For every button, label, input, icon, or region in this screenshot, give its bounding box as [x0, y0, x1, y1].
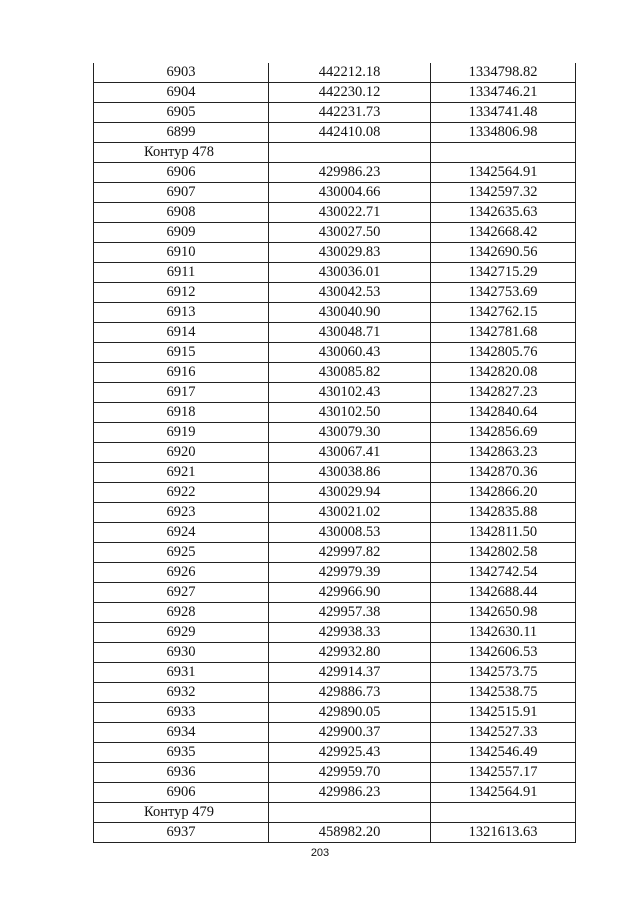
table-row: [94, 103, 576, 123]
point-id-cell: 6929: [94, 623, 269, 643]
point-id-cell: 6904: [94, 83, 269, 103]
y-coordinate-cell: 1342715.29: [431, 263, 576, 283]
x-coordinate-cell: 442231.73: [269, 103, 431, 123]
x-coordinate-cell: 430021.02: [269, 503, 431, 523]
x-coordinate-cell: 430004.66: [269, 183, 431, 203]
page-number: 203: [310, 847, 330, 859]
table-row: [94, 303, 576, 323]
y-coordinate-cell: 1342564.91: [431, 163, 576, 183]
y-coordinate-cell: 1342820.08: [431, 363, 576, 383]
table-row: [94, 223, 576, 243]
x-coordinate-cell: 430040.90: [269, 303, 431, 323]
coordinates-table: [93, 63, 576, 843]
y-coordinate-cell: 1342527.33: [431, 723, 576, 743]
coordinates-table-body: [94, 63, 576, 843]
point-id-cell: 6927: [94, 583, 269, 603]
y-coordinate-cell: 1342742.54: [431, 563, 576, 583]
y-coordinate-cell: 1342805.76: [431, 343, 576, 363]
y-coordinate-cell: 1342835.88: [431, 503, 576, 523]
point-id-cell: 6931: [94, 663, 269, 683]
y-coordinate-cell: 1334746.21: [431, 83, 576, 103]
x-coordinate-cell: 429925.43: [269, 743, 431, 763]
x-coordinate-cell: 429986.23: [269, 163, 431, 183]
y-coordinate-cell: 1342688.44: [431, 583, 576, 603]
point-id-cell: 6910: [94, 243, 269, 263]
table-row: [94, 623, 576, 643]
empty-cell: [431, 803, 576, 823]
table-row: [94, 163, 576, 183]
x-coordinate-cell: 429966.90: [269, 583, 431, 603]
y-coordinate-cell: 1342573.75: [431, 663, 576, 683]
table-row: [94, 463, 576, 483]
point-id-cell: 6912: [94, 283, 269, 303]
table-row: [94, 503, 576, 523]
y-coordinate-cell: 1342606.53: [431, 643, 576, 663]
point-id-cell: 6907: [94, 183, 269, 203]
point-id-cell: 6913: [94, 303, 269, 323]
point-id-cell: 6915: [94, 343, 269, 363]
table-row: [94, 723, 576, 743]
y-coordinate-cell: 1342811.50: [431, 523, 576, 543]
table-row: [94, 663, 576, 683]
table-row: [94, 383, 576, 403]
table-row: [94, 563, 576, 583]
point-id-cell: 6925: [94, 543, 269, 563]
table-row: [94, 683, 576, 703]
y-coordinate-cell: 1342866.20: [431, 483, 576, 503]
point-id-cell: 6906: [94, 783, 269, 803]
y-coordinate-cell: 1342802.58: [431, 543, 576, 563]
y-coordinate-cell: 1342870.36: [431, 463, 576, 483]
x-coordinate-cell: 430029.83: [269, 243, 431, 263]
x-coordinate-cell: 430102.50: [269, 403, 431, 423]
point-id-cell: 6916: [94, 363, 269, 383]
point-id-cell: 6924: [94, 523, 269, 543]
table-row: [94, 83, 576, 103]
point-id-cell: 6905: [94, 103, 269, 123]
point-id-cell: 6909: [94, 223, 269, 243]
x-coordinate-cell: 429900.37: [269, 723, 431, 743]
x-coordinate-cell: 429932.80: [269, 643, 431, 663]
point-id-cell: 6926: [94, 563, 269, 583]
y-coordinate-cell: 1321613.63: [431, 823, 576, 843]
point-id-cell: 6918: [94, 403, 269, 423]
table-row: [94, 603, 576, 623]
x-coordinate-cell: 430102.43: [269, 383, 431, 403]
x-coordinate-cell: 430036.01: [269, 263, 431, 283]
x-coordinate-cell: 429914.37: [269, 663, 431, 683]
y-coordinate-cell: 1334806.98: [431, 123, 576, 143]
x-coordinate-cell: 429957.38: [269, 603, 431, 623]
point-id-cell: 6920: [94, 443, 269, 463]
point-id-cell: 6911: [94, 263, 269, 283]
x-coordinate-cell: 458982.20: [269, 823, 431, 843]
y-coordinate-cell: 1342515.91: [431, 703, 576, 723]
point-id-cell: 6937: [94, 823, 269, 843]
x-coordinate-cell: 429986.23: [269, 783, 431, 803]
point-id-cell: 6917: [94, 383, 269, 403]
point-id-cell: 6932: [94, 683, 269, 703]
y-coordinate-cell: 1342840.64: [431, 403, 576, 423]
table-row: [94, 443, 576, 463]
x-coordinate-cell: 430022.71: [269, 203, 431, 223]
x-coordinate-cell: 429959.70: [269, 763, 431, 783]
table-row: [94, 323, 576, 343]
x-coordinate-cell: 429886.73: [269, 683, 431, 703]
y-coordinate-cell: 1334798.82: [431, 63, 576, 83]
table-row: [94, 423, 576, 443]
table-row: [94, 483, 576, 503]
table-row: [94, 403, 576, 423]
table-row: [94, 283, 576, 303]
point-id-cell: 6934: [94, 723, 269, 743]
point-id-cell: 6930: [94, 643, 269, 663]
x-coordinate-cell: 430029.94: [269, 483, 431, 503]
y-coordinate-cell: 1342538.75: [431, 683, 576, 703]
point-id-cell: 6919: [94, 423, 269, 443]
y-coordinate-cell: 1342690.56: [431, 243, 576, 263]
table-row: [94, 643, 576, 663]
table-row: [94, 543, 576, 563]
x-coordinate-cell: 429997.82: [269, 543, 431, 563]
x-coordinate-cell: 442212.18: [269, 63, 431, 83]
y-coordinate-cell: 1342753.69: [431, 283, 576, 303]
table-row: [94, 123, 576, 143]
x-coordinate-cell: 430085.82: [269, 363, 431, 383]
x-coordinate-cell: 430027.50: [269, 223, 431, 243]
table-row: [94, 363, 576, 383]
table-row: [94, 523, 576, 543]
y-coordinate-cell: 1342762.15: [431, 303, 576, 323]
x-coordinate-cell: 442410.08: [269, 123, 431, 143]
empty-cell: [269, 143, 431, 163]
point-id-cell: 6921: [94, 463, 269, 483]
point-id-cell: 6922: [94, 483, 269, 503]
y-coordinate-cell: 1342668.42: [431, 223, 576, 243]
point-id-cell: 6923: [94, 503, 269, 523]
y-coordinate-cell: 1334741.48: [431, 103, 576, 123]
section-label: Контур 478: [94, 143, 269, 163]
table-row: [94, 743, 576, 763]
table-row: [94, 763, 576, 783]
x-coordinate-cell: 430060.43: [269, 343, 431, 363]
table-row: [94, 823, 576, 843]
x-coordinate-cell: 430042.53: [269, 283, 431, 303]
x-coordinate-cell: 442230.12: [269, 83, 431, 103]
table-row: [94, 63, 576, 83]
point-id-cell: 6936: [94, 763, 269, 783]
y-coordinate-cell: 1342650.98: [431, 603, 576, 623]
section-label: Контур 479: [94, 803, 269, 823]
y-coordinate-cell: 1342546.49: [431, 743, 576, 763]
y-coordinate-cell: 1342863.23: [431, 443, 576, 463]
point-id-cell: 6914: [94, 323, 269, 343]
point-id-cell: 6935: [94, 743, 269, 763]
table-row: [94, 263, 576, 283]
section-row: [94, 803, 576, 823]
x-coordinate-cell: 429979.39: [269, 563, 431, 583]
x-coordinate-cell: 429938.33: [269, 623, 431, 643]
table-row: [94, 703, 576, 723]
y-coordinate-cell: 1342781.68: [431, 323, 576, 343]
table-row: [94, 183, 576, 203]
point-id-cell: 6903: [94, 63, 269, 83]
x-coordinate-cell: 430038.86: [269, 463, 431, 483]
table-row: [94, 783, 576, 803]
y-coordinate-cell: 1342597.32: [431, 183, 576, 203]
x-coordinate-cell: 429890.05: [269, 703, 431, 723]
y-coordinate-cell: 1342635.63: [431, 203, 576, 223]
y-coordinate-cell: 1342856.69: [431, 423, 576, 443]
empty-cell: [269, 803, 431, 823]
point-id-cell: 6899: [94, 123, 269, 143]
y-coordinate-cell: 1342564.91: [431, 783, 576, 803]
y-coordinate-cell: 1342557.17: [431, 763, 576, 783]
x-coordinate-cell: 430008.53: [269, 523, 431, 543]
point-id-cell: 6933: [94, 703, 269, 723]
point-id-cell: 6928: [94, 603, 269, 623]
x-coordinate-cell: 430067.41: [269, 443, 431, 463]
x-coordinate-cell: 430048.71: [269, 323, 431, 343]
table-row: [94, 583, 576, 603]
table-row: [94, 343, 576, 363]
x-coordinate-cell: 430079.30: [269, 423, 431, 443]
section-row: [94, 143, 576, 163]
point-id-cell: 6906: [94, 163, 269, 183]
table-row: [94, 203, 576, 223]
table-row: [94, 243, 576, 263]
empty-cell: [431, 143, 576, 163]
point-id-cell: 6908: [94, 203, 269, 223]
y-coordinate-cell: 1342630.11: [431, 623, 576, 643]
y-coordinate-cell: 1342827.23: [431, 383, 576, 403]
